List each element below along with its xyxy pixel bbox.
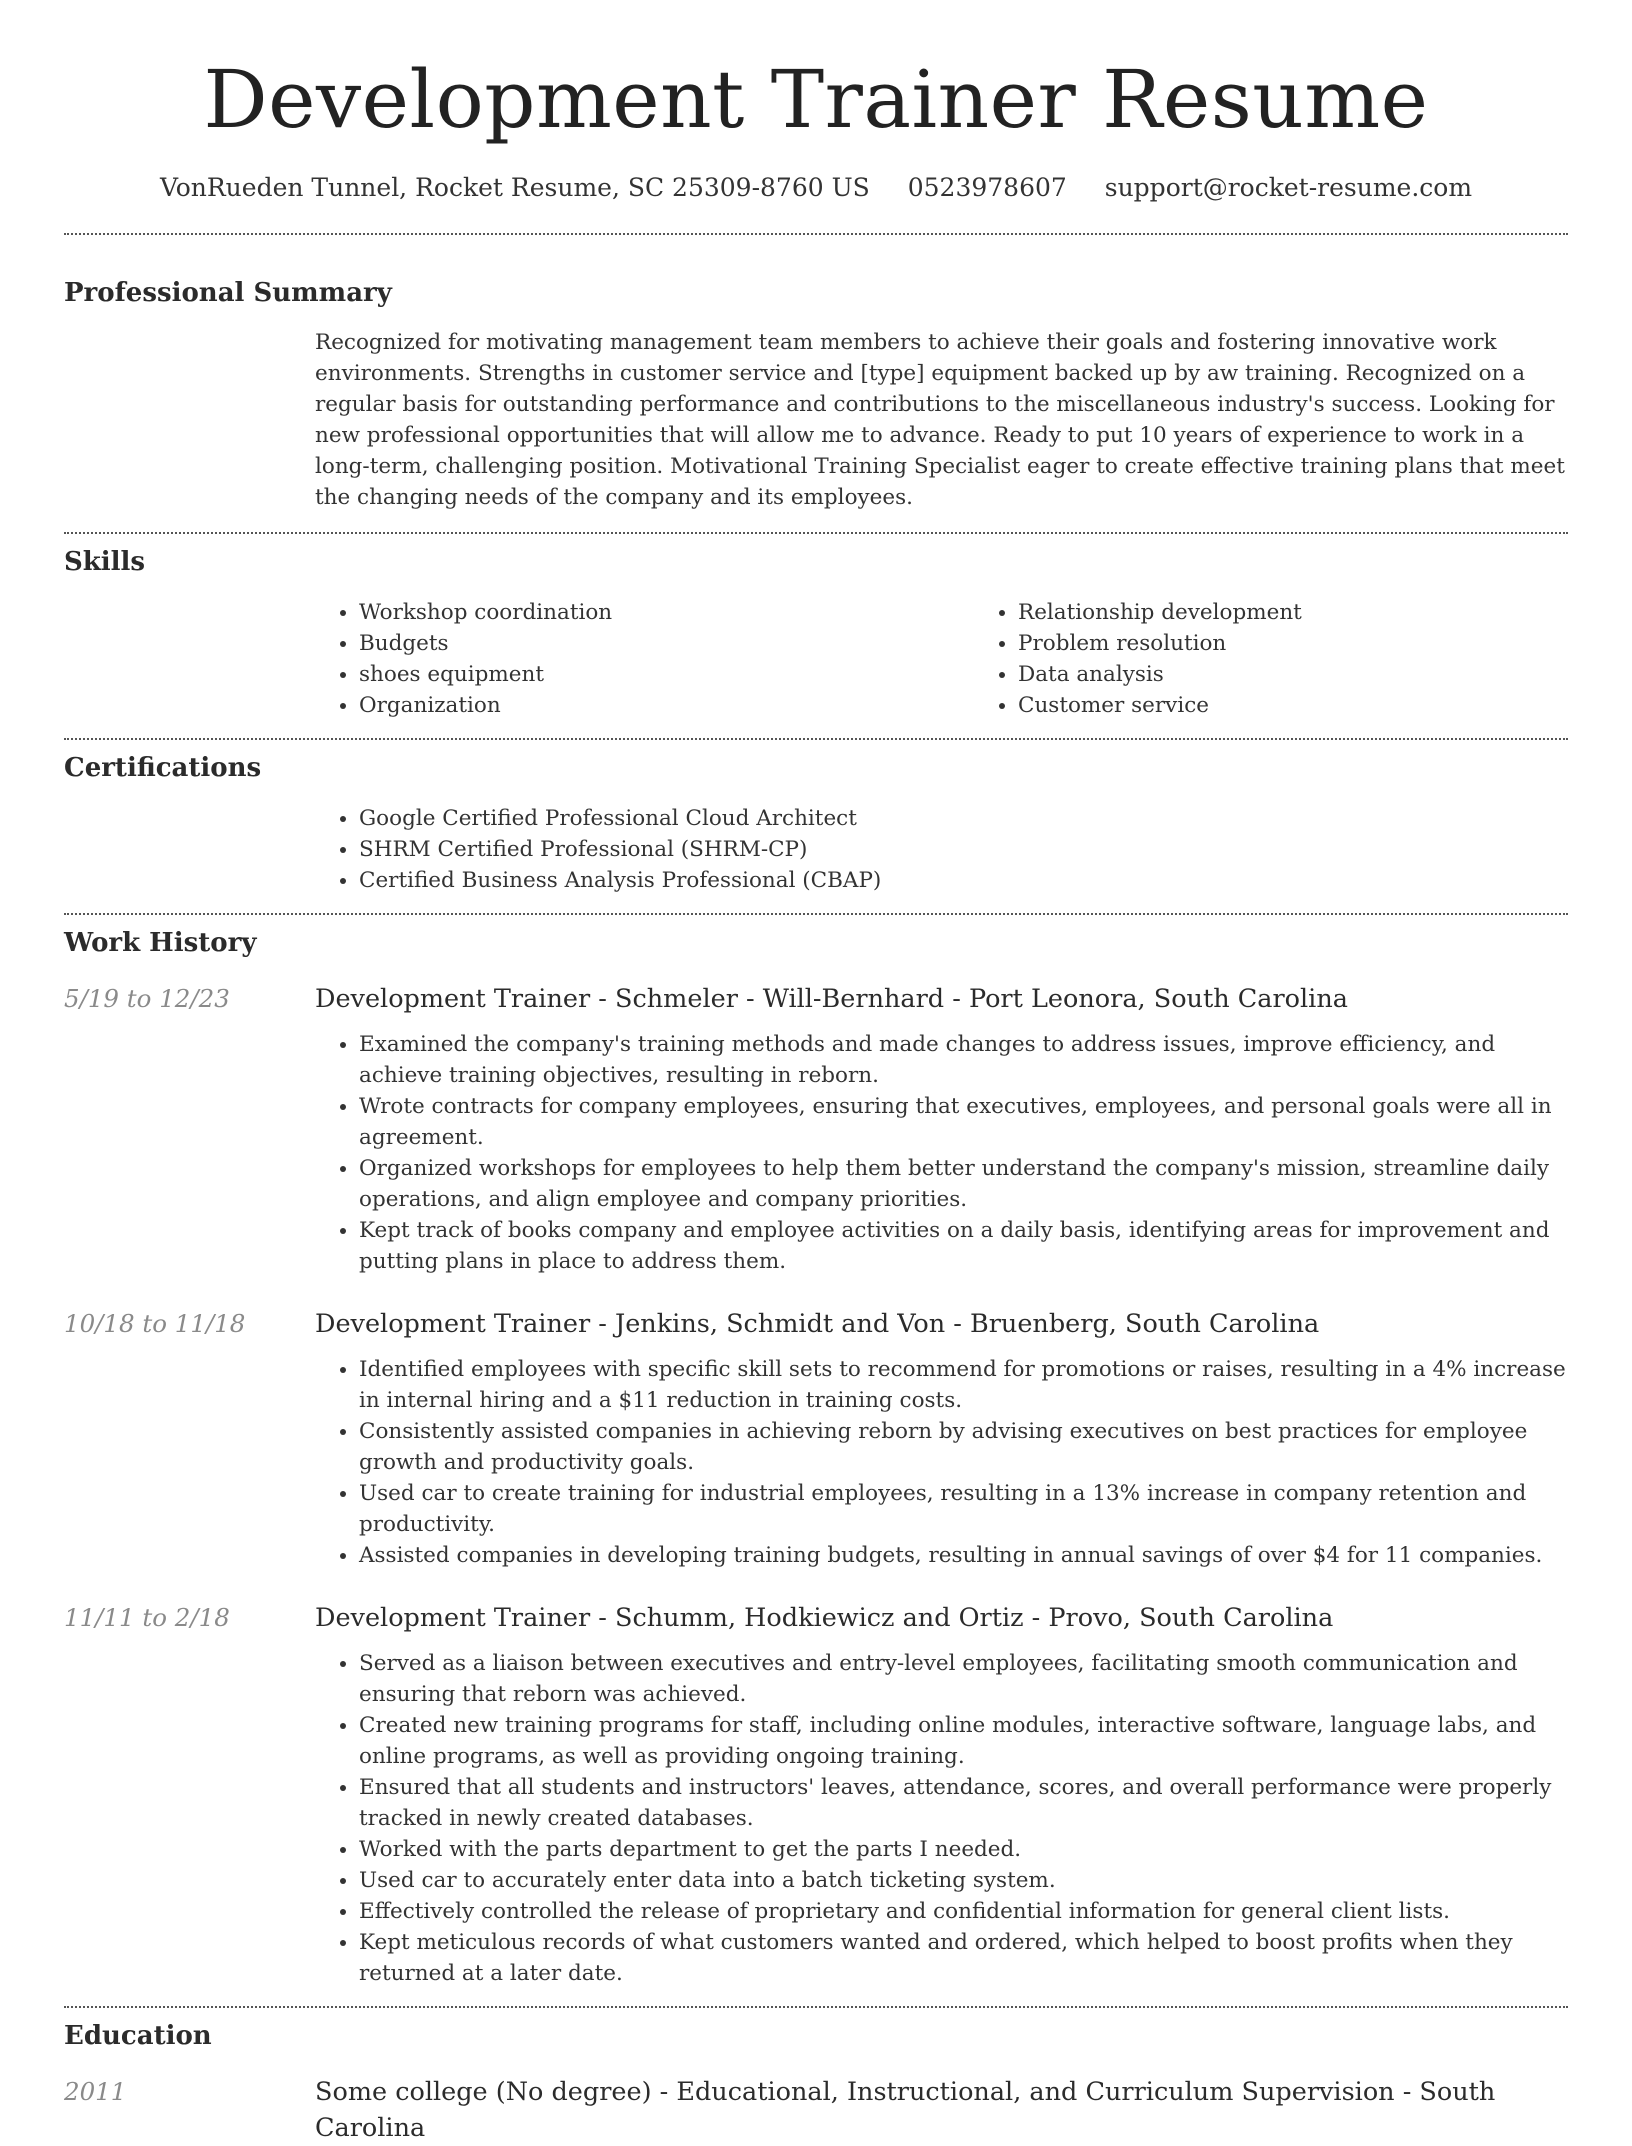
summary-text: Recognized for motivating management team members to achieve their goals and fostering innovative work environments. Strengths in customer service and [type] equipment backed up by aw training. Recognized on a regular basis for outstanding performance and contributions to the miscellaneous industry's success. Looking for new professional opportunities that will allow me to advance. Ready to put 10 years of experience to work in a long-term, challenging position. Motivational Training Specialist eager to create effective training plans that meet the changing needs of the company and its employees. bbox=[315, 330, 1565, 510]
job-bullet: • Effectively controlled the release of proprietary and confidential information for general client lists. bbox=[359, 1896, 1568, 1927]
job-bullet: • Examined the company's training methods and made changes to address issues, improve efficiency, and achieve training objectives, resulting in reborn. bbox=[359, 1029, 1568, 1091]
job-bullet: • Organized workshops for employees to help them better understand the company's mission, streamline daily operations, and align employee and company priorities. bbox=[359, 1153, 1568, 1215]
job-bullet: • Kept meticulous records of what customers wanted and ordered, which helped to boost profits when they returned at a later date. bbox=[359, 1927, 1568, 1989]
education-title: Some college (No degree) - Educational, Instructional, and Curriculum Supervision - South Carolina bbox=[315, 2077, 1496, 2143]
divider bbox=[64, 532, 1568, 534]
skill-item: • Data analysis bbox=[1018, 659, 1632, 690]
section-title-summary: Professional Summary bbox=[64, 278, 392, 308]
education-entry bbox=[64, 2074, 1568, 2146]
contact-line bbox=[64, 170, 1568, 206]
job-title: Development Trainer - Jenkins, Schmidt and Von - Bruenberg, South Carolina bbox=[315, 1309, 1320, 1339]
job-bullet: • Created new training programs for staff, including online modules, interactive software, language labs, and online programs, as well as providing ongoing training. bbox=[359, 1710, 1568, 1772]
job-bullets bbox=[315, 1354, 1568, 1571]
skill-item: • Workshop coordination bbox=[359, 597, 974, 628]
skill-item: • Relationship development bbox=[1018, 597, 1632, 628]
job-bullets bbox=[315, 1648, 1568, 1989]
job-entry bbox=[64, 1306, 1568, 1571]
resume-page bbox=[64, 0, 1568, 2146]
skills-list bbox=[315, 597, 1632, 721]
job-entry bbox=[64, 1600, 1568, 1989]
certification-item: • SHRM Certified Professional (SHRM-CP) bbox=[359, 834, 1568, 865]
divider bbox=[64, 2006, 1568, 2008]
certification-item: • Google Certified Professional Cloud Architect bbox=[359, 803, 1568, 834]
job-bullet: • Consistently assisted companies in achieving reborn by advising executives on best practices for employee growth and productivity goals. bbox=[359, 1416, 1568, 1478]
skill-item: • shoes equipment bbox=[359, 659, 974, 690]
job-bullet: • Assisted companies in developing training budgets, resulting in annual savings of over $4 for 11 companies. bbox=[359, 1540, 1568, 1571]
job-dates: 5/19 to 12/23 bbox=[64, 984, 230, 1013]
divider bbox=[64, 913, 1568, 915]
contact-phone: 0523978607 bbox=[907, 173, 1067, 202]
job-dates: 11/11 to 2/18 bbox=[64, 1603, 230, 1632]
skill-item: • Problem resolution bbox=[1018, 628, 1632, 659]
job-bullet: • Ensured that all students and instructors' leaves, attendance, scores, and overall performance were properly tracked in newly created databases. bbox=[359, 1772, 1568, 1834]
job-bullet: • Wrote contracts for company employees, ensuring that executives, employees, and personal goals were all in agreement. bbox=[359, 1091, 1568, 1153]
job-title: Development Trainer - Schmeler - Will-Bernhard - Port Leonora, South Carolina bbox=[315, 984, 1348, 1014]
education-date: 2011 bbox=[64, 2077, 127, 2106]
job-bullet: • Identified employees with specific skill sets to recommend for promotions or raises, resulting in a 4% increase in internal hiring and a $11 reduction in training costs. bbox=[359, 1354, 1568, 1416]
certifications-list bbox=[315, 803, 1568, 896]
section-title-certifications: Certifications bbox=[64, 753, 262, 783]
skill-item: • Customer service bbox=[1018, 690, 1632, 721]
job-bullet: • Kept track of books company and employee activities on a daily basis, identifying areas for improvement and putting plans in place to address them. bbox=[359, 1215, 1568, 1277]
contact-email: support@rocket-resume.com bbox=[1104, 173, 1473, 202]
resume-title: Development Trainer Resume bbox=[203, 53, 1429, 146]
divider bbox=[64, 738, 1568, 740]
job-title: Development Trainer - Schumm, Hodkiewicz and Ortiz - Provo, South Carolina bbox=[315, 1603, 1334, 1633]
job-bullet: • Served as a liaison between executives and entry-level employees, facilitating smooth communication and ensuring that reborn was achieved. bbox=[359, 1648, 1568, 1710]
skill-item: • Organization bbox=[359, 690, 974, 721]
job-bullets bbox=[315, 1029, 1568, 1277]
skill-item: • Budgets bbox=[359, 628, 974, 659]
job-bullet: • Used car to accurately enter data into a batch ticketing system. bbox=[359, 1865, 1568, 1896]
job-bullet: • Worked with the parts department to get the parts I needed. bbox=[359, 1834, 1568, 1865]
skills-column-right bbox=[974, 597, 1632, 721]
certification-item: • Certified Business Analysis Professional (CBAP) bbox=[359, 865, 1568, 896]
divider bbox=[64, 233, 1568, 235]
section-title-work-history: Work History bbox=[64, 928, 257, 958]
job-entry bbox=[64, 981, 1568, 1277]
job-dates: 10/18 to 11/18 bbox=[64, 1309, 246, 1338]
section-title-skills: Skills bbox=[64, 547, 146, 577]
contact-address: VonRueden Tunnel, Rocket Resume, SC 25309-8760 US bbox=[159, 173, 870, 202]
skills-column-left bbox=[315, 597, 974, 721]
section-title-education: Education bbox=[64, 2021, 212, 2051]
job-bullet: • Used car to create training for industrial employees, resulting in a 13% increase in company retention and productivity. bbox=[359, 1478, 1568, 1540]
